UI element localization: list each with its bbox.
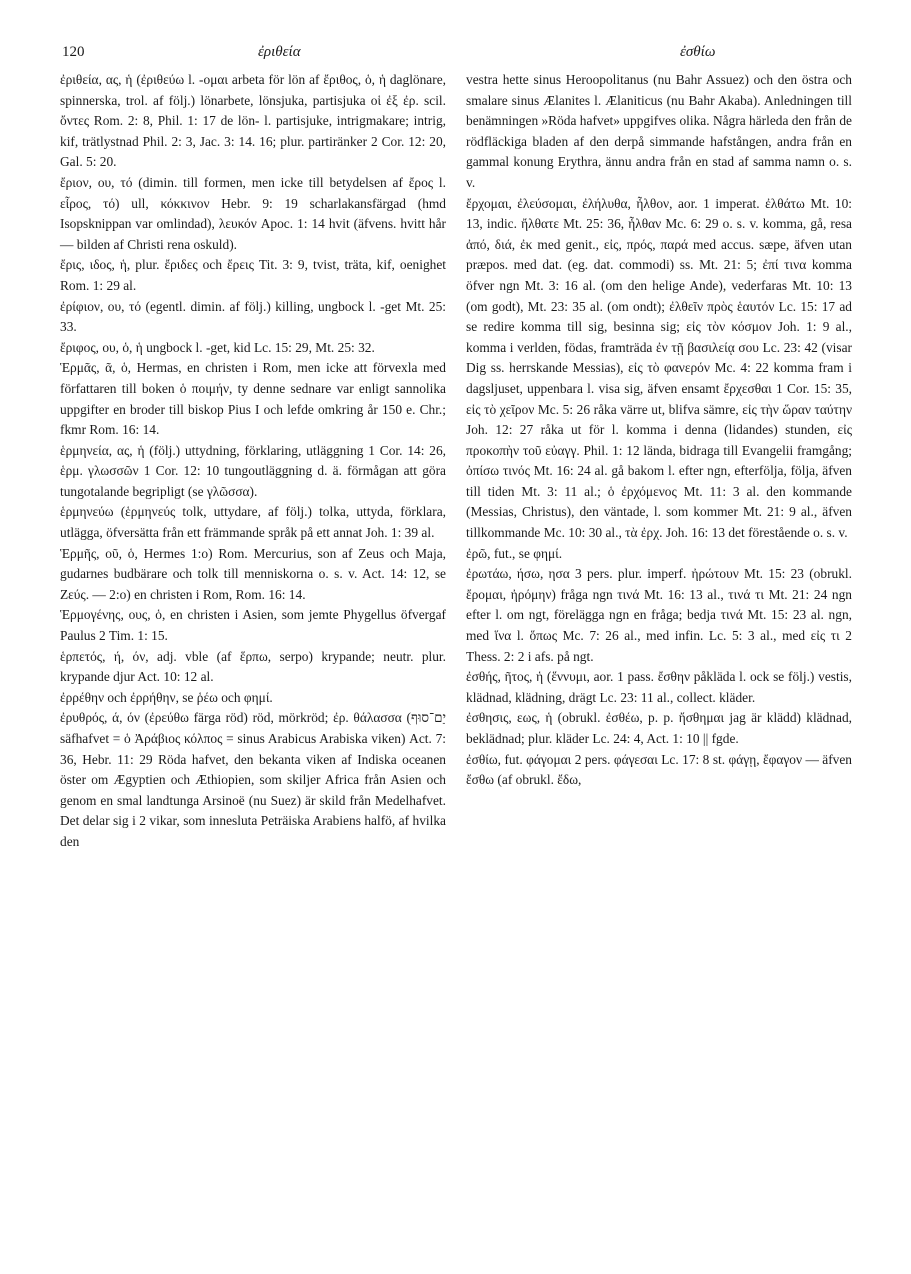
entry-hermes: Ἑρμῆς, οῦ, ὁ, Hermes 1:o) Rom. Mercurius, son af Zeus och Maja, gudarnes budbärare och tolk till menniskorna o. s. v. Act. 14: 12, se Ζεύς. — 2:o) en christen i Rom, Rom. 16: 14. [60, 545, 446, 602]
entry-eritheia: ἐριθεία, ας, ἡ (ἐριθεύω l. -ομαι arbeta för lön af ἔριθος, ὁ, ἡ daglönare, spinnerska, trol. af följ.) lönarbete, lönsjuka, partisjuka οἱ ἐξ ἐρ. scil. ὄντες Rom. 2: 8, Phil. 1: 17 de lön- l. partisjuke, intrigmakare; intrig, kif, trätlystnad Phil. 2: 3, Jac. 3: 14. 16; plur. partiränker 2 Cor. 12: 20, Gal. 5: 20. [60, 72, 446, 170]
entry-hermogenes: Ἑρμογένης, ους, ὁ, en christen i Asien, som jemte Phygellus öfvergaf Paulus 2 Tim. 1: 15. [60, 607, 446, 644]
entry-eriphion: ἐρίφιον, ου, τό (egentl. dimin. af följ.) killing, ungbock l. -get Mt. 25: 33. [60, 298, 446, 335]
entry-eriphos: ἔριφος, ου, ὁ, ἡ ungbock l. -get, kid Lc. 15: 29, Mt. 25: 32. [60, 339, 375, 355]
entry-ero: ἐρῶ, fut., se φημί. [466, 545, 563, 561]
entry-erchomai: ἔρχομαι, ἐλεύσομαι, ἐλήλυθα, ἦλθον, aor. 1 imperat. ἐλθάτω Mt. 10: 13, indic. ἤλθατε Mt. 25: 36, ἦλθαν Mc. 6: 29 o. s. v. komma, gå, resa ἀπό, διά, ἐκ med genit., εἰς, πρός, παρά med accus. sæpe, äfven utan præpos. med dat. (eg. dat. commodi) ss. Mt. 21: 5; ἐπί τινα komma öfver ngn Mt. 3: 16 al. (om den helige Ande), vederfaras Mt. 10: 13 (om godt), Mt. 23: 35 al. (om ondt); ἐλθεῖν πρὸς ἑαυτόν Lc. 15: 17 ad se redire komma till sig, besinna sig; εἰς τὸν κόσμον Joh. 1: 9 al., komma i verlden, födas, framträda ἐν τῇ βασιλείᾳ σου Lc. 23: 42 (visar Dig ss. herrskande Messias), εἰς τὸ φανερόν Mc. 4: 22 komma fram i dagsljuset, uppenbara l. visa sig, äfven ensamt ἔρχεσθαι 1 Cor. 15: 35, εἰς τὸ χεῖρον Mc. 5: 26 råka värre ut, blifva sämre, εἰς τὴν ὥραν ταύτην Joh. 12: 27 råka ut för l. komma i denna (lidandes) stunden, εἰς προκοπὴν τοῦ εὐαγγ. Phil. 1: 12 lända, bidraga till Evangelii framgång; ὀπίσω τινός Mt. 16: 24 al. gå bakom l. efter ngn, efterfölja, följa, äfven till tiden Mt. 3: 11 al.; ὁ ἐρχόμενος Mt. 11: 3 al. den kommande (Messias, Christus), den väntade, l. som kommer Mt. 21: 9 al., äfven tillkommande Mc. 10: 30 al., τὰ ἐρχ. Joh. 16: 13 det förestående o. s. v. [466, 195, 852, 541]
entry-hermeneuo: ἑρμηνεύω (ἑρμηνεύς tolk, uttydare, af följ.) tolka, uttyda, förklara, utlägga, öfversätta från ett främmande språk på ett annat Joh. 1: 39 al. [60, 504, 446, 541]
entry-eris: ἔρις, ιδος, ἡ, plur. ἔριδες och ἔρεις Tit. 3: 9, tvist, träta, kif, oenighet Rom. 1: 29 al. [60, 257, 446, 293]
page-number: 120 [62, 44, 85, 60]
entry-hermeneia: ἑρμηνεία, ας, ἡ (följ.) uttydning, förklaring, utläggning 1 Cor. 14: 26, ἑρμ. γλωσσῶν 1 Cor. 12: 10 tungoutläggning d. ä. förmågan att göra tungotalande begripligt (se γλῶσσα). [60, 442, 446, 499]
right-running-head: ἐσθίω [680, 44, 716, 60]
left-running-head: ἐριθεία [258, 44, 301, 60]
entry-esthes: ἐσθής, ῆτος, ἡ (ἕννυμι, aor. 1 pass. ἔσθην påkläda l. ock se följ.) vestis, klädnad, klädning, drägt Lc. 23: 11 al., collect. kläder. [466, 669, 852, 705]
entry-errethen: ἐρρέθην och ἐρρήθην, se ῥέω och φημί. [60, 689, 273, 705]
entry-esthio: ἐσθίω, fut. φάγομαι 2 pers. φάγεσαι Lc. 17: 8 st. φάγῃ, ἔφαγον — äfven ἔσθω (af obrukl. ἔδω, [466, 751, 852, 788]
entry-erotao: ἐρωτάω, ήσω, ησα 3 pers. plur. imperf. ἠρώτουν Mt. 15: 23 (obrukl. ἔρομαι, ἠρόμην) fråga ngn τινά Mt. 16: 13 al., τινά τι Mt. 21: 24 ngn efter l. om ngt, förelägga ngn en fråga; bedja τινά Mt. 15: 23 al. ngn, med ἵνα l. ὅπως Mc. 7: 26 al., med infin. Lc. 5: 3 al., med εἰς τι 2 Thess. 2: 2 i afs. på ngt. [466, 566, 852, 664]
right-column [466, 70, 852, 791]
entry-erion: ἔριον, ου, τό (dimin. till formen, men icke till betydelsen af ἔρος l. εἶρος, τό) ull, κόκκινον Hebr. 9: 19 scharlakansfärgad (hmd Isopsknippan var omlindad), λευκόν Apoc. 1: 14 hvit (äfvens. hvitt hår — bilden af Christi rena oskuld). [60, 174, 446, 252]
entry-esthesis: ἐσθησις, εως, ἡ (obrukl. ἐσθέω, p. p. ἤσθημαι jag är klädd) klädnad, beklädnad; plur. kläder Lc. 24: 4, Act. 1: 10 || fgde. [466, 710, 852, 746]
left-column [60, 70, 446, 853]
entry-erythros: ἐρυθρός, ά, όν (ἐρεύθω färga röd) röd, mörkröd; ἐρ. θάλασσα (יַם־סוּף säfhafvet = ὁ Ἀράβιος κόλπος = sinus Arabicus Arabiska viken) Act. 7: 36, Hebr. 11: 29 Röda hafvet, den bekanta viken af Indiska oceanen öster om Ægyptien och Æthiopien, som skiljer Africa från Asien och genom en smal landtunga Arsinoë (nu Suez) är skild från Medelhafvet. Det delar sig i 2 vikar, som innesluta Peträiska Arabiens halfö, af hvilka den [60, 710, 446, 849]
entry-herpetos: ἑρπετός, ή, όν, adj. vble (af ἕρπω, serpo) krypande; neutr. plur. krypande djur Act. 10: 12 al. [60, 648, 446, 685]
entry-hermas: Ἑρμᾶς, ᾶ, ὁ, Hermas, en christen i Rom, men icke att förvexla med författaren till boken ὁ ποιμήν, ty denne sednare var enligt sannolika uppgifter en broder till biskop Pius I och lefde omkring år 150 e. Chr.; fkmr Rom. 16: 14. [60, 360, 446, 438]
entry-erythros-continued: vestra hette sinus Heroopolitanus (nu Bahr Assuez) och den östra och smalare sinus Ælanites l. Ælaniticus (nu Bahr Akaba). Anledningen till benämningen »Röda hafvet» uppgifves olika. Några härleda den från de rödfläckiga bladen af den derpå simmande hafstången, andra från en gammal konung Erythra, ännu andra från en stad af samma namn o. s. v. [466, 72, 852, 190]
